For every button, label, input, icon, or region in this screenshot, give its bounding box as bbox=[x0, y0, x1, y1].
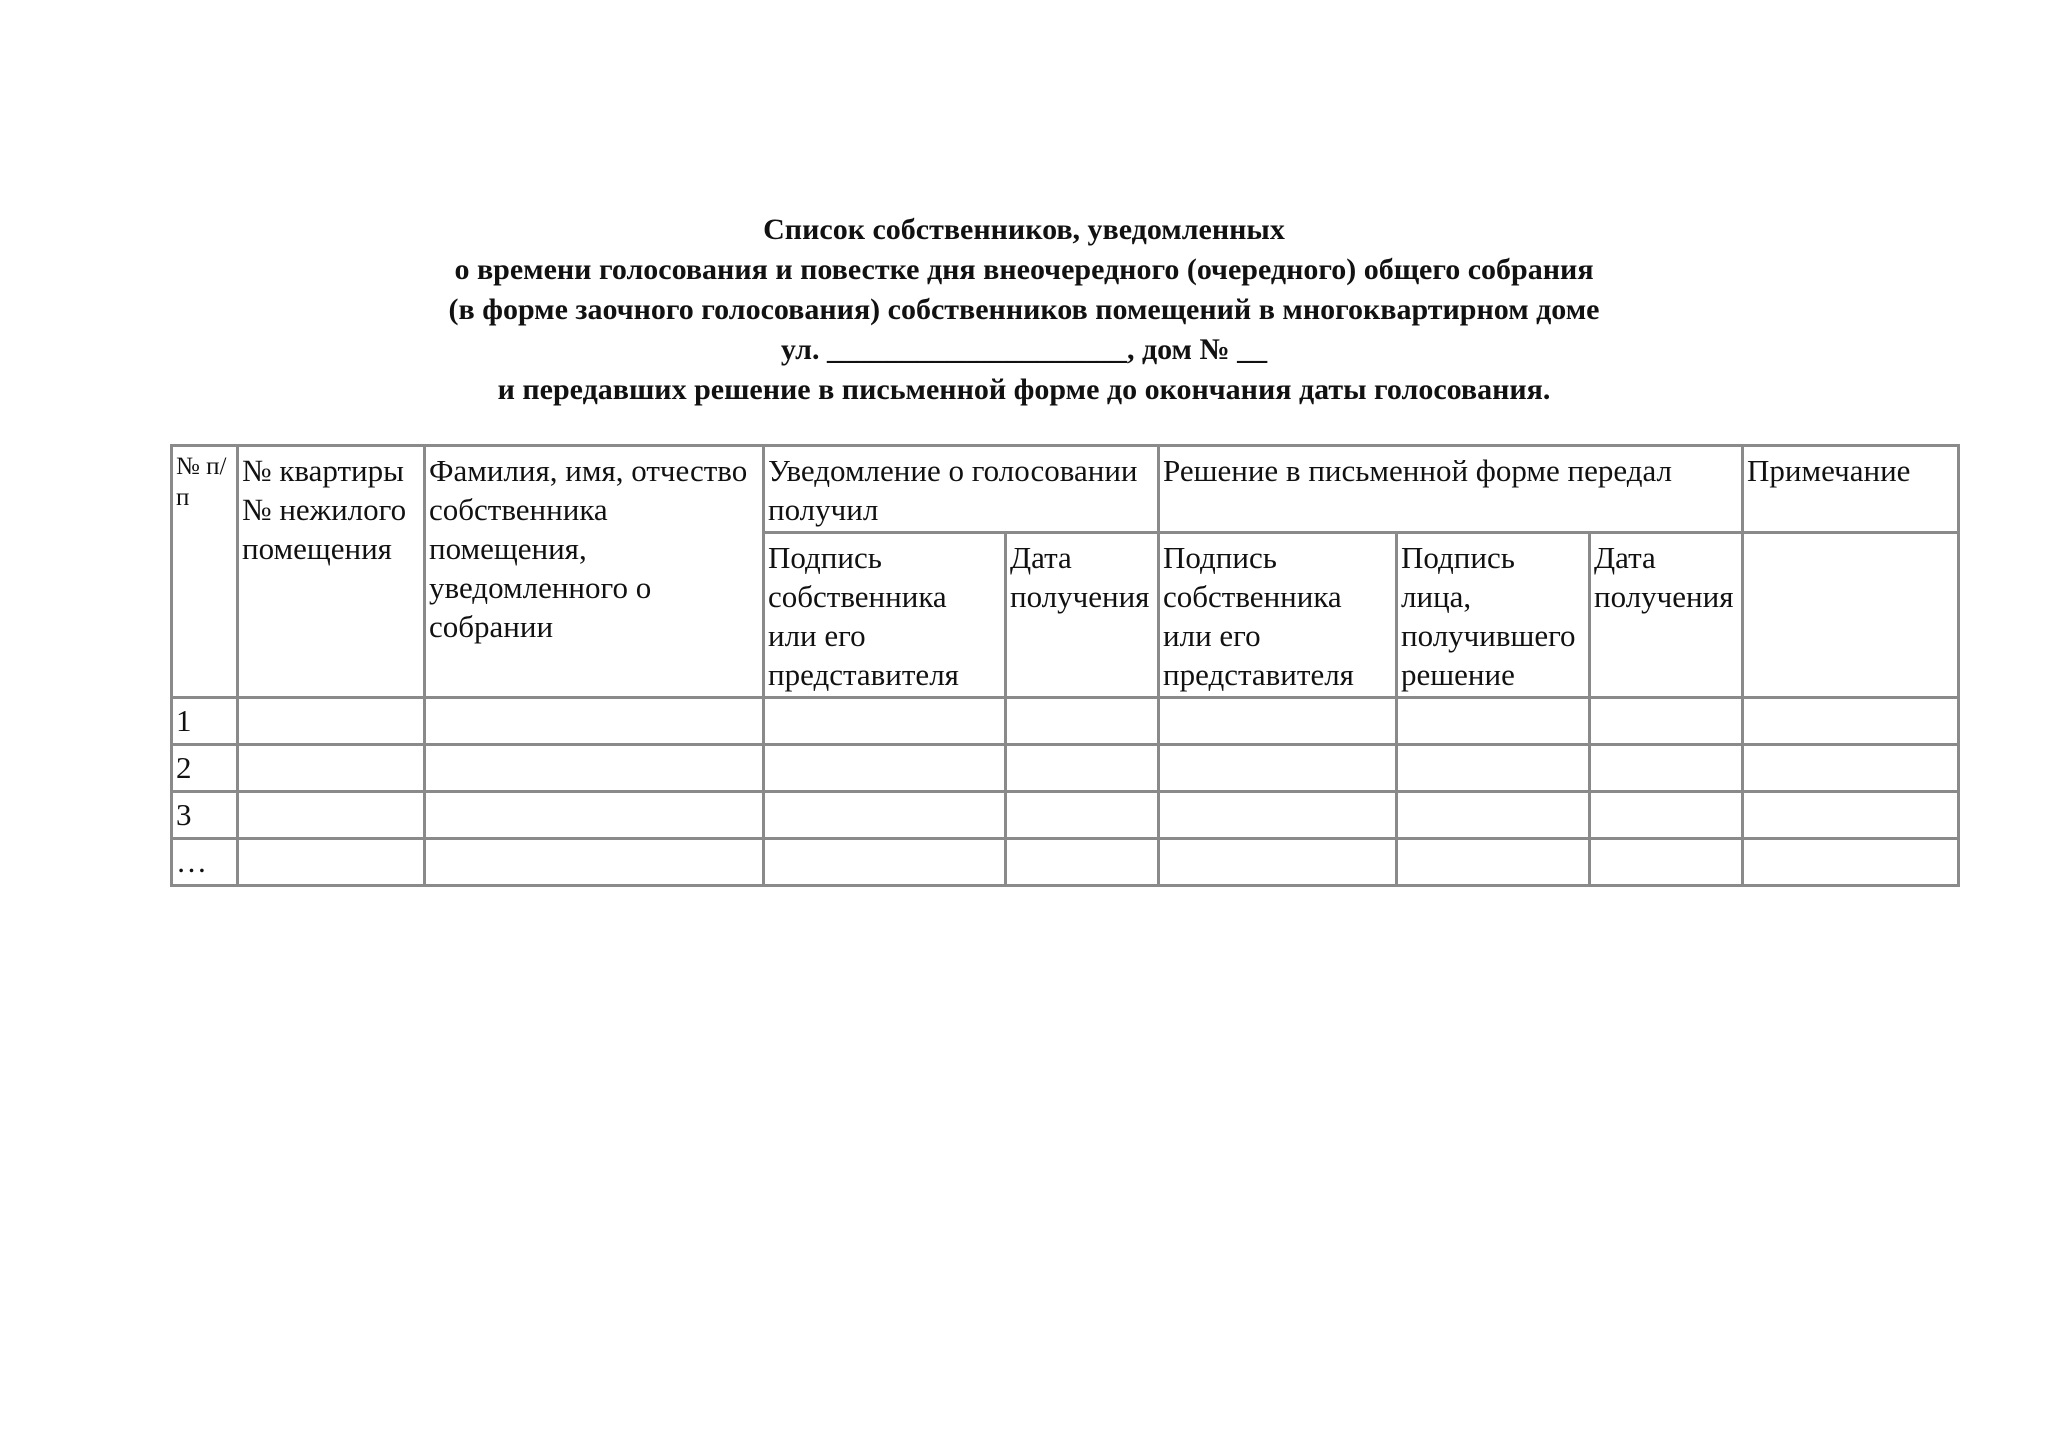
header-owner-name: Фамилия, имя, отчество собственника помещения, уведомленного о собрании bbox=[425, 446, 764, 698]
decision-owner-signature-cell bbox=[1159, 839, 1397, 886]
header-notification-date: Дата получения bbox=[1006, 533, 1159, 698]
notification-signature-cell bbox=[764, 792, 1006, 839]
table-row bbox=[172, 792, 1959, 839]
header-note-blank bbox=[1743, 533, 1959, 698]
notification-date-cell bbox=[1006, 745, 1159, 792]
apartment-number-cell bbox=[238, 792, 425, 839]
decision-owner-signature-cell bbox=[1159, 792, 1397, 839]
document-title bbox=[0, 210, 2048, 410]
row-number-cell: 2 bbox=[172, 745, 238, 792]
title-line-5: и передавших решение в письменной форме до окончания даты голосования. bbox=[497, 373, 1551, 406]
decision-receiver-signature-cell bbox=[1397, 839, 1590, 886]
owner-name-cell bbox=[425, 698, 764, 745]
owner-name-cell bbox=[425, 839, 764, 886]
notification-date-cell bbox=[1006, 839, 1159, 886]
table-row bbox=[172, 839, 1959, 886]
decision-date-cell bbox=[1590, 839, 1743, 886]
table-row bbox=[172, 745, 1959, 792]
title-line-2: о времени голосования и повестке дня внеочередного (очередного) общего собрания bbox=[454, 253, 1594, 286]
header-decision-date: Дата получения bbox=[1590, 533, 1743, 698]
notification-date-cell bbox=[1006, 698, 1159, 745]
row-number-cell: 3 bbox=[172, 792, 238, 839]
header-decision-receiver-signature: Подпись лица, получившего решение bbox=[1397, 533, 1590, 698]
title-line-1: Список собственников, уведомленных bbox=[763, 213, 1285, 246]
apartment-number-cell bbox=[238, 839, 425, 886]
decision-date-cell bbox=[1590, 745, 1743, 792]
note-cell bbox=[1743, 792, 1959, 839]
note-cell bbox=[1743, 839, 1959, 886]
row-number-cell: 1 bbox=[172, 698, 238, 745]
header-notification-group: Уведомление о голосовании получил bbox=[764, 446, 1159, 533]
owner-name-cell bbox=[425, 792, 764, 839]
decision-receiver-signature-cell bbox=[1397, 745, 1590, 792]
header-row-number: № п/п bbox=[172, 446, 238, 698]
apartment-number-cell bbox=[238, 698, 425, 745]
note-cell bbox=[1743, 745, 1959, 792]
notification-date-cell bbox=[1006, 792, 1159, 839]
decision-receiver-signature-cell bbox=[1397, 792, 1590, 839]
row-number-cell: … bbox=[172, 839, 238, 886]
decision-owner-signature-cell bbox=[1159, 745, 1397, 792]
owner-name-cell bbox=[425, 745, 764, 792]
title-line-4: ул. ____________________, дом № __ bbox=[780, 333, 1268, 366]
header-notification-signature: Подпись собственника или его представителя bbox=[764, 533, 1006, 698]
decision-date-cell bbox=[1590, 698, 1743, 745]
decision-receiver-signature-cell bbox=[1397, 698, 1590, 745]
owners-registry-table bbox=[170, 444, 1960, 887]
notification-signature-cell bbox=[764, 839, 1006, 886]
header-note: Примечание bbox=[1743, 446, 1959, 533]
header-apartment-number: № квартиры № нежилого помещения bbox=[238, 446, 425, 698]
decision-owner-signature-cell bbox=[1159, 698, 1397, 745]
notification-signature-cell bbox=[764, 698, 1006, 745]
apartment-number-cell bbox=[238, 745, 425, 792]
title-line-3: (в форме заочного голосования) собственников помещений в многоквартирном доме bbox=[448, 293, 1600, 326]
header-decision-group: Решение в письменной форме передал bbox=[1159, 446, 1743, 533]
notification-signature-cell bbox=[764, 745, 1006, 792]
table-header-row bbox=[172, 446, 1959, 533]
note-cell bbox=[1743, 698, 1959, 745]
decision-date-cell bbox=[1590, 792, 1743, 839]
table-row bbox=[172, 698, 1959, 745]
header-decision-owner-signature: Подпись собственника или его представителя bbox=[1159, 533, 1397, 698]
